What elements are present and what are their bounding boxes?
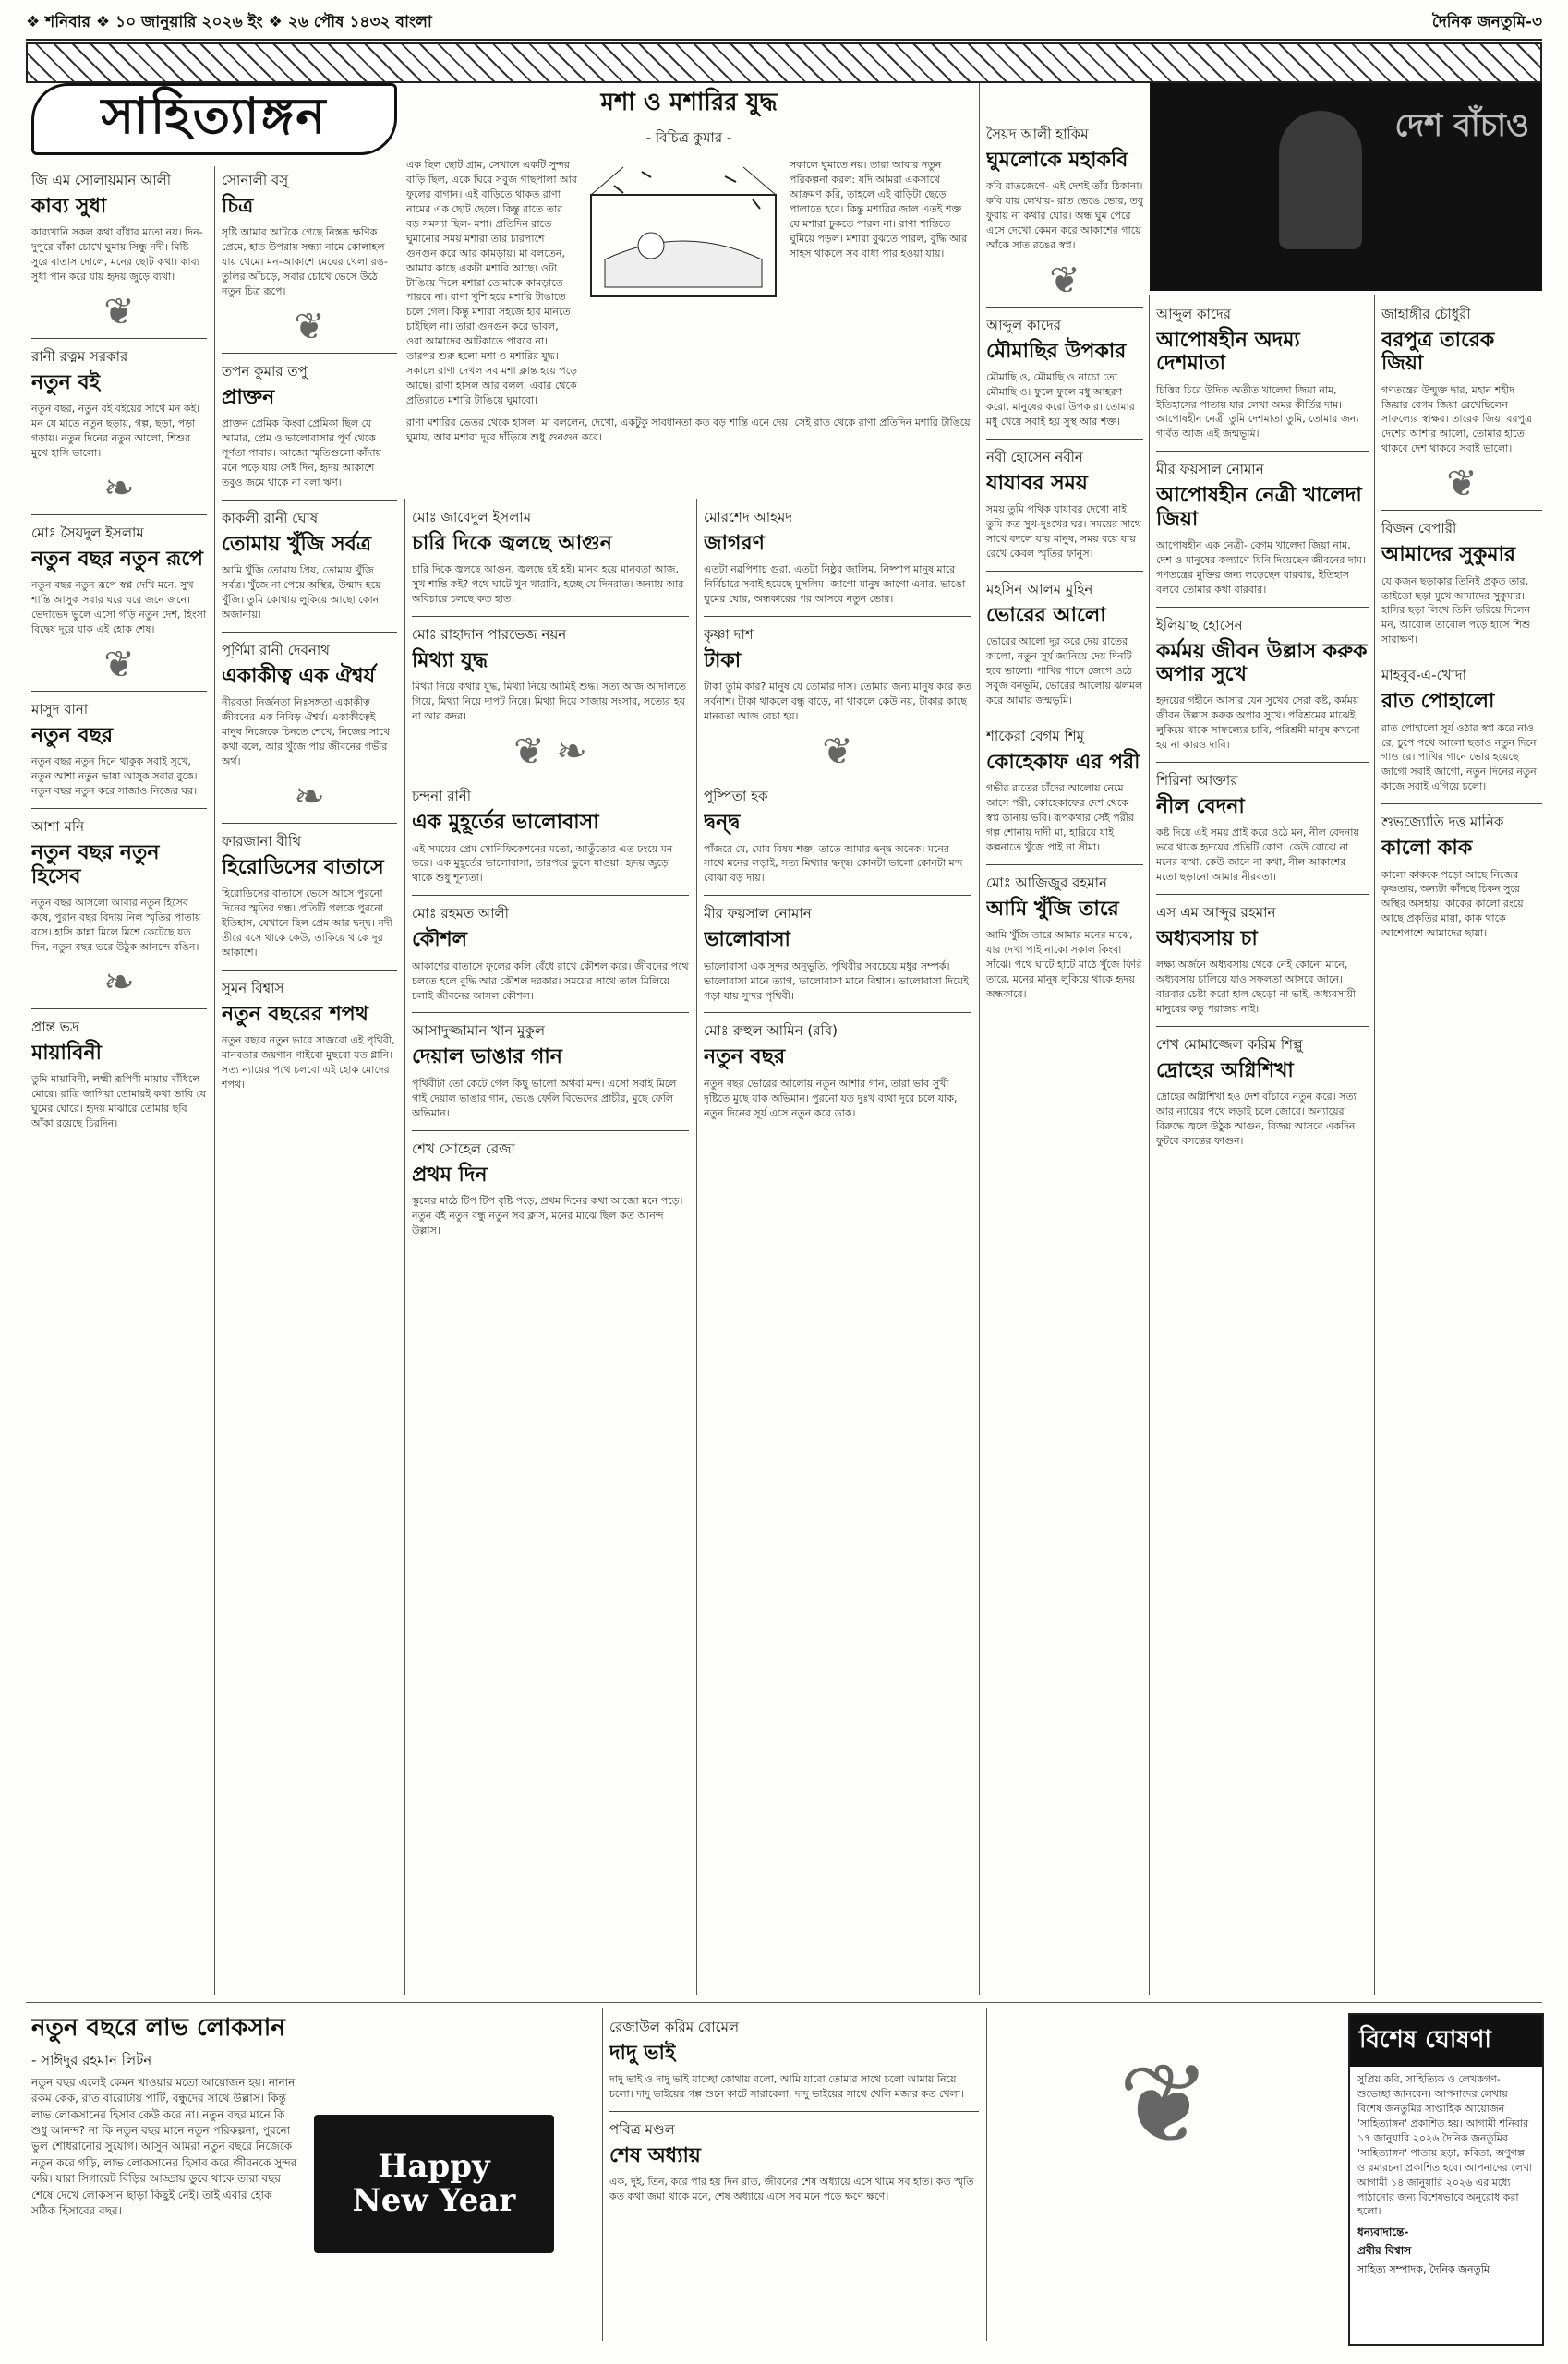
- article-title: কর্মময় জীবন উল্লাস করুক অপার সুখে: [1156, 639, 1368, 686]
- article-title: শেষ অধ্যায়: [609, 2144, 701, 2168]
- article-title: নতুন বছর: [31, 724, 114, 748]
- article-author: শেখ মোমাজ্জেল করিম শিল্পু: [1156, 1036, 1303, 1054]
- article: [1381, 665, 1542, 794]
- bottom-right-art: [994, 2013, 1335, 2346]
- article-author: সৈয়দ আলী হাকিম: [986, 126, 1089, 142]
- article-author: মীর ফয়সাল নোমান: [1156, 461, 1264, 478]
- article-body: দ্রোহের অগ্নিশিখা হও দেশ বাঁচাবে নতুন করে। সত্য আর ন্যায়ের পথে লড়াই চলে জোরে। অন্যায়ের বিরুদ্ধে জ্বলে উঠুক আগুন, বিজয় আসবে একদিন ফুটবে বসন্তের ফাগুন।: [1156, 1091, 1357, 1148]
- article: [1156, 1034, 1369, 1149]
- article: [986, 726, 1143, 855]
- article-title: তোমায় খুঁজি সর্বত্র: [222, 532, 372, 556]
- article-title: দ্বন্দ্ব: [704, 811, 741, 835]
- article-title: প্রাক্তন: [222, 385, 275, 409]
- lead-subtitle: - বিচিত্র কুমার -: [645, 129, 732, 146]
- article-author: মহসিন আলম মুহিন: [986, 581, 1093, 598]
- lead-body-more: রাণা মশারির ভেতর থেকে হাসল। মা বললেন, দেখো, একটুকু সাবধানতা কত বড় শান্তি এনে দেয়। সেই রাত থেকে রাণা প্রতিদিন মশারি টাঙিয়ে ঘুমায়, আর মশারা দূরে দাঁড়িয়ে শুধু গুনগুন করে।: [406, 416, 971, 443]
- article-author: এস এম আব্দুর রহমান: [1156, 904, 1276, 922]
- article-body: স্কুলের মাঠে টিপ টিপ বৃষ্টি পড়ে, প্রথম দিনের কথা আজো মনে পড়ে। নতুন বই নতুন বন্ধু নতুন সব ক্লাস, মনের মাঝে ছিল কত আনন্দ উল্লাস।: [412, 1194, 683, 1236]
- article-author: সুমন বিশ্বাস: [222, 979, 284, 996]
- notice-body: সুপ্রিয় কবি, সাহিত্যিক ও লেখকগণ- শুভেচ্ছা জানবেন। আপনাদের লেখায় বিশেষ জনতুমির সাপ্তাহিক আয়োজন 'সাহিত্যাঙ্গন' প্রকাশিত হয়। আগামী শনিবার ১৭ জানুয়ারি ২০২৬ দৈনিক জনতুমির 'সাহিত্যাঙ্গন' পাতায় ছড়া, কবিতা, অণুগল্প ও রম্যরচনা প্রকাশিত হবে। আপনাদের লেখা আগামী ১৪ জানুয়ারি ২০২৬ এর মধ্যে পাঠানোর জন্য বিশেষভাবে অনুরোধ করা হলো।: [1357, 2073, 1533, 2218]
- article-author: সোনালী বসু: [222, 172, 289, 188]
- article-author: নবী হোসেন নবীন: [986, 449, 1083, 466]
- article-title: কাব্য সুধা: [31, 195, 107, 218]
- article-body: দাদু ভাই ও দাদু ভাই যাচ্ছো কোথায় বলো, আমি যাবো তোমার সাথে চলো আমায় নিয়ে চলো। দাদু ভাইয়ের গল্প শুনে কাটে সারাবেলা, দাদু ভাইয়ের সাথে খেলি মজার কত খেলা।: [609, 2073, 964, 2101]
- article-author: পুষ্পিতা হক: [704, 788, 768, 805]
- column-5: [986, 120, 1143, 1995]
- article-title: মৌমাছির উপকার: [986, 339, 1127, 363]
- article-author: কৃষ্ণা দাশ: [704, 626, 754, 644]
- article-title: হিরোডিসের বাতাসে: [222, 856, 384, 879]
- notice-signer-role: সাহিত্য সম্পাদক, দৈনিক জনতুমি: [1357, 2263, 1490, 2276]
- article-title: আমি খুঁজি তারে: [986, 898, 1119, 922]
- article-body: কবি রাতজেগে- এই দেশই তাঁর ঠিকানা। কবি যায় লেখায়- রাত ভেঙে ভোর, তবু ফুরায় না কথার ঘোর। অন্ধ ঘুম পেরে এসে দেখো কেমন করে আকাশের গায়ে আঁকে সাত রঙের স্বপ্ন।: [986, 180, 1143, 252]
- article: [412, 1020, 689, 1120]
- article-author: পূর্ণিমা রানী দেবনাথ: [222, 642, 330, 659]
- article-body: মিথ্যা নিয়ে কথার যুদ্ধ, মিথ্যা নিয়ে আমিই শুদ্ধ। সত্য আজ আদালতে গিয়ে, মিথ্যা নিয়ে দাপট নিয়ে। মিথ্যা দিয়ে সাজায় সংসার, সত্যের হয় না আর কদর।: [412, 681, 687, 723]
- article-body: মৌমাছি ও, মৌমাছি ও নাচো তো মৌমাছি ও। ফুলে ফুলে মধু আহরণ করো, মানুষের করো উপকার। তোমার মধু খেয়ে সবাই হয় সুস্থ আর শক্ত।: [986, 371, 1135, 428]
- article-author: রানী রত্নম সরকার: [31, 348, 128, 366]
- notice-thanks: ধন্যবাদান্তে-: [1357, 2225, 1409, 2239]
- article-title: টাকা: [704, 649, 742, 673]
- article: [986, 873, 1143, 1002]
- article-body: ভালোবাসা এক সুন্দর অনুভূতি, পৃথিবীর সবচেয়ে মধুর সম্পর্ক। ভালোবাসা মানে ত্যাগ, ভালোবাসা মানে বিশ্বাস। ভালোবাসা দিয়েই গড়া যায় সুন্দর পৃথিবী।: [704, 959, 969, 1002]
- lead-body: এক ছিল ছোট গ্রাম, সেখানে একটি সুন্দর বাড়ি ছিল, একে ঘিরে সবুজ গাছপালা আর ফুলের বাগান। এই বাড়িতে থাকত রাণা নামের এক ছোট ছেলে। কিন্তু রাতে তার বড় সমস্যা ছিল- মশা। প্রতিদিন রাতে ঘুমানোর সময় মশারা তার চারপাশে গুনগুন করে আর কামড়ায়। মা বলতেন, আমার কাছে একটা মশারি আছে। ওটা টাঙিয়ে দিলে মশারা তোমাকে কামড়াতে পারবে না। রাণা খুশি হয়ে মশারি টাঙাতে চলে গেল। কিন্তু মশারা সহজে হার মানতে চাইছিল না। তারা গুনগুন করে ভাবল, ওরা আমাদের আটকাতে পারবে না। তারপর শুরু হলো মশা ও মশারির যুদ্ধ। সকালে রাণা দেখল সব মশা ক্লান্ত হয়ে পড়ে আছে। রাণা হাসল আর বলল, এবার থেকে প্রতিরাতে মশারি টাঙিয়ে ঘুমাবো।: [406, 159, 577, 406]
- column-3: [412, 503, 689, 1999]
- article: [609, 2017, 979, 2102]
- article: [222, 170, 397, 299]
- lead-body-cont: সকালে ঘুমাতে নয়। তারা আবার নতুন পরিকল্পনা করল: যদি আমরা একসাথে আক্রমণ করি, তাহলে এই বাড়িটা ছেড়ে পালাতে হবে। কিন্তু মশারির জাল এতই শক্ত যে মশারা ঢুকতে পারল না। রাণা শান্তিতে ঘুমিয়ে পড়ল। মশারা বুঝতে পারল, বুদ্ধি আর সাহস থাকলে সব বাধা পার হওয়া যায়।: [790, 159, 968, 259]
- article-title: জাগরণ: [704, 532, 765, 555]
- article-body: টাকা তুমি কার? মানুষ যে তোমার দাস। তোমার জন্য মানুষ করে কত সর্বনাশ। টাকা থাকলে বন্ধু বাড়ে, না থাকলে কেউ নয়, টাকার কাছে মানবতা আজ বেচা হয়।: [704, 681, 971, 723]
- article-author: প্রান্ত ভদ্র: [31, 1018, 79, 1035]
- article-author: আশা মনি: [31, 818, 85, 836]
- article-title: নতুন বছর: [704, 1045, 786, 1069]
- article-author: মাসুদ রানা: [31, 701, 89, 718]
- article-title: রাত পোহালো: [1381, 690, 1495, 714]
- article-body: চিত্তির চিরে উদিত অতীত খালেদা জিয়া নাম, ইতিহাসের পাতায় যার লেখা অমর কীর্তির দাম। আপোষহীন নেত্রী তুমি দেশমাতা তুমি, তোমার জন্য গর্বিত আজ এই জন্মভূমি।: [1156, 383, 1359, 440]
- article-title: মায়াবিনী: [31, 1041, 102, 1065]
- column-7: [1381, 300, 1542, 1995]
- floral-ornament: ❦: [294, 305, 325, 348]
- article-body: নতুন বছর আসলো আবার নতুন হিসেব কষে, পুরান বছর বিদায় নিল স্মৃতির পাতায় বসে। হাসি কান্না মিলে মিশে কেটেছে যত দিন, নতুন বছর ভরে উঠুক আনন্দে রঙিন।: [31, 896, 201, 953]
- article-body: চারি দিকে জ্বলছে আগুন, জ্বলছে হই হই। মানব হয়ে মানবতা আজ, সুখ শান্তি কই? পথে ঘাটে খুন খারাবি, হচ্ছে যে দিনরাত। অন্যায় আর অবিচারে চলছে কত হাত।: [412, 563, 684, 606]
- article-title: আমাদের সুকুমার: [1381, 543, 1516, 567]
- article: [1156, 770, 1369, 885]
- floral-ornament: ❦: [1446, 463, 1478, 506]
- article-body: হিরোডিসের বাতাসে ভেসে আসে পুরনো দিনের স্মৃতির গন্ধ। প্রতিটি পলকে পুরনো ইতিহাস, যেখানে ছিল প্রেম আর দ্বন্দ্ব। নদী তীরে বসে থাকে কেউ, তাকিয়ে থাকে দূর আকাশে।: [222, 887, 392, 959]
- column-4: [704, 503, 971, 1999]
- article-author: শিরিনা আক্তার: [1156, 772, 1238, 790]
- article-body: নীরবতা নির্জনতা নিঃসঙ্গতা একাকীত্ব জীবনের এক নিবিড় ঐশ্বর্য। একাকীত্বেই মানুষ নিজেকে চিনতে শেখে, নিজের সাথে কথা বলে, আর খুঁজে পায় জীবনের গভীর অর্থ।: [222, 696, 390, 768]
- article: [704, 786, 971, 886]
- article-author: চন্দনা রানী: [412, 788, 472, 805]
- article-title: নতুন বছর নতুন রূপে: [31, 548, 203, 572]
- bottom-body: নতুন বছর এলেই কেমন খাওয়ার মতো আয়োজন হয়। নানান রকম কেক, রাত বারোটায় পার্টি, বন্ধুদের সাথে উল্লাস। কিন্তু লাভ লোকসানের হিসাব কেউ করে না। নতুন বছর মানে কি শুধু আনন্দ? না কি নতুন বছর মানে নতুন পরিকল্পনা, পুরনো ভুল শোধরানোর সুযোগ। আসুন আমরা নতুন বছরে নিজেকে নতুন করে গড়ি, লাভ লোকসানের হিসাব করে জীবনকে সুন্দর করি। যারা সিগারেট বিড়ির আড্ডায় ডুবে থাকে তারা বছর শেষে দেখে লোকসান ছাড়া কিছুই নেই। তাই এবার হোক সঠিক হিসাবের বছর।: [31, 2075, 297, 2218]
- article-body: পাঁজরে যে, মোর বিষম শক্ত, তাতে আমার দ্বন্দ্ব অনেক। মনের সাথে মনের লড়াই, সত্য মিথ্যার দ্বন্দ্ব। কোনটা ভালো কোনটা মন্দ বোঝা বড় দায়।: [704, 842, 963, 885]
- article: [222, 831, 397, 960]
- article-author: জি এম সোলায়মান আলী: [31, 172, 172, 188]
- article-author: জাহাঙ্গীর চৌধুরী: [1381, 306, 1471, 322]
- article-body: সৃষ্টি আমার আটকে গেছে নিস্তব্ধ ক্ষণিক প্রেমে, হাত উপরায় সন্ধ্যা নামে কোলাহল যায় থেমে। মন-আকাশে মেঘের খেলা রঙ-তুলির আঁচড়ে, সবার চোখে ভেসে উঠে নতুন চিত্র রূপে।: [222, 226, 388, 298]
- article: [1156, 902, 1369, 1017]
- lead-title: মশা ও মশারির যুদ্ধ: [600, 89, 778, 116]
- floral-ornament: ❦: [103, 644, 135, 687]
- article: [222, 361, 397, 490]
- article-body: যে কজন ছড়াকার তিনিই প্রকৃত তার, তাইতো ছড়া মুখে আমাদের সুকুমার। হাসির ছড়া লিখে তিনি ভরিয়ে দিলেন মন, আবোল তাবোল পড়ে হাসে শিশু সারাক্ষণ।: [1381, 574, 1531, 646]
- article-body: কাব্যখানি সকল কথা বাঁধার মতো নয়। দিন-দুপুরে বাঁকা চোখে ঘুমায় সিন্ধু নদী। মিষ্টি সুরে বাতাস দোলে, মনের ছোট কথা। কাব্য সুধা পান করে যায় হৃদয় জুড়ে ব্যথা।: [31, 226, 203, 283]
- lead-story: [406, 83, 971, 489]
- article-body: এই সময়ের প্রেম সোনিফিকেশনের মতো, আতুঁতোর এত ঢংয়ে মন ভরে। এক মুহূর্তের ভালোবাসা, তারপরে ভুলে যাওয়া। হৃদয় জুড়ে থাকে শুধু শূন্যতা।: [412, 842, 673, 885]
- article-author: ইলিয়াছ হোসেন: [1156, 616, 1243, 633]
- article: [1381, 812, 1542, 941]
- article: [1156, 615, 1369, 753]
- article-body: গভীর রাতের চাঁদের আলোয় নেমে আসে পরী, কোহেকাফের দেশ থেকে স্বপ্ন ডানায় ভরি। রূপকথার সেই পরীর গল্প শোনায় দাদী মা, হারিয়ে যাই কল্পনাতে খুঁজে পাই না সীমা।: [986, 782, 1134, 854]
- article-author: পবিত্র মণ্ডল: [609, 2121, 675, 2139]
- article-author: বিজন বেপারী: [1381, 520, 1457, 537]
- article-title: মিথ্যা যুদ্ধ: [412, 649, 488, 673]
- bottom-author: - সাঈদুর রহমান লিটন: [31, 2051, 152, 2068]
- article-body: আমি খুঁজি তারে আমার মনের মাঝে, যার দেখা পাই নাকো সকাল কিংবা সাঁঝে। পথে ঘাটে হাটে মাঠে খুঁজে ফিরি তারে, মনের মানুষ লুকিয়ে থাকে হৃদয় অন্ধকারে।: [986, 929, 1142, 1001]
- article-author: মোঃ রহমত আলী: [412, 905, 509, 923]
- article: [704, 624, 971, 724]
- article-body: লক্ষ্য অর্জনে অধ্যবসায় থেকে নেই কোনো মানে, অধ্যবসায় চালিয়ে যাও সফলতা আসবে জানে। বারবার চেষ্টা করো হাল ছেড়ো না ভাই, অধ্যবসায়ী মানুষের কভু পরাজয় নাই।: [1156, 959, 1356, 1016]
- article-author: মোরশেদ আহমদ: [704, 509, 793, 525]
- article-author: মোঃ রাহাদান পারভেজ নয়ন: [412, 626, 567, 644]
- mosquito-bed-illustration: [586, 158, 780, 315]
- column-1: [31, 166, 207, 1995]
- photo-caption: দেশ বাঁচাও: [1394, 107, 1529, 144]
- article-author: মাহবুব-এ-খোদা: [1381, 667, 1467, 684]
- floral-ornament: ❦: [1117, 2041, 1212, 2169]
- article-title: নতুন বই: [31, 371, 101, 395]
- article: [31, 816, 207, 954]
- article: [986, 124, 1143, 253]
- article-body: গণতন্ত্রের উন্মুক্ত দ্বার, মহান শহীদ জিয়ার বেগম জিয়া রেখেছিলেন সাফল্যের স্বাক্ষর। তারেক জিয়া বরপুত্র দেশের আশার আলো, তোমার হাতে থাকবে দেশ থাকবে সবাই ভালো।: [1381, 383, 1533, 455]
- article: [412, 507, 689, 607]
- article-body: নতুন বছর ভোরের আলোয় নতুন আশার গান, তারা ভাব সুখী দৃষ্টিতে মুছে যাক অভিমান। পুরনো যত দুঃখ ব্যথা দূরে চলে যাক, নতুন দিনের সূর্য এসে নতুন করে ডাক।: [704, 1077, 958, 1119]
- article-title: ভালোবাসা: [704, 928, 790, 952]
- page-header: [26, 7, 1542, 41]
- article-body: আকাশের বাতাসে ফুলের কলি বেঁধে রাখে কৌশল করে। জীবনের পথে চলতে হলে বুদ্ধি আর কৌশল দরকার। সময়ের সাথে তাল মিলিয়ে চলাই জীবনের আসল কৌশল।: [412, 959, 689, 1002]
- bottom-middle: [609, 2013, 979, 2346]
- article-author: আসাদুজ্জামান খান মুকুল: [412, 1022, 546, 1040]
- article-author: আব্দুল কাদের: [986, 316, 1061, 333]
- special-notice: [1348, 2013, 1544, 2346]
- article-title: দেয়াল ভাঙার গান: [412, 1045, 562, 1069]
- article-author: শেখ সোহেল রেজা: [412, 1140, 515, 1157]
- article-author: মোঃ জাবেদুল ইসলাম: [412, 509, 532, 525]
- article-body: এতটা নৱপিশাচ গুরা, এতটা নিষ্ঠুর জালিম, নিষ্পাপ মানুষ মারে নির্বিচারে সবাই হয়েছে মুসলিম। জাগো মানুষ জাগো এবার, ভাঙো ঘুমের ঘোর, অন্ধকারের পর আসবে নতুন ভোর।: [704, 563, 966, 606]
- article-title: অধ্যবসায় চা: [1156, 927, 1258, 951]
- article: [986, 447, 1143, 561]
- issue-date: ❖ শনিবার ❖ ১০ জানুয়ারি ২০২৬ ইং ❖ ২৬ পৌষ ১৪৩২ বাংলা: [26, 13, 432, 31]
- article-author: রেজাউল করিম রোমেল: [609, 2019, 740, 2035]
- new-year-line-1: Happy: [378, 2147, 490, 2185]
- article-body: কালো কাককে পড়ো আছে নিজের কৃষ্ণতায়, অন্যটা কাঁদছে চিকন সুরে অস্থির অসহায়। কাকের কালো রংয়ে আছে প্রকৃতির মায়া, কাক থাকে আশেপাশে আমাদের ছায়া।: [1381, 868, 1524, 940]
- article-author: মোঃ আজিজুর রহমান: [986, 874, 1107, 892]
- floral-ornament: ❦: [1049, 259, 1080, 302]
- article-title: নতুন বছরের শপথ: [222, 1002, 368, 1026]
- floral-ornament: ❦ ❧: [513, 730, 587, 774]
- column-2: [222, 166, 397, 1995]
- article-title: বরপুত্র তারেক জিয়া: [1381, 329, 1495, 376]
- article-title: ঘুমলোকে মহাকবি: [986, 149, 1128, 172]
- article-body: পৃথিবীটা তো কেটে গেল কিছু ভালো অথবা মন্দ। এসো সবাই মিলে গাই দেয়াল ভাঙার গান, ভেঙে ফেলি বিভেদের প্রাচীর, মুছে ফেলি অভিমান।: [412, 1077, 677, 1119]
- notice-signer: প্রবীর বিশ্বাস: [1357, 2244, 1412, 2258]
- person-silhouette: [1279, 111, 1362, 249]
- article-title: দাদু ভাই: [609, 2042, 676, 2065]
- article: [222, 508, 397, 622]
- article-author: মীর ফয়সাল নোমান: [704, 905, 812, 923]
- article-body: নতুন বছর নতুন দিনে থাকুক সবাই সুখে, নতুন আশা নতুন ভাষা আসুক সবার বুকে। নতুন বছর নতুন করে সাজাও নিজের ঘর।: [31, 755, 198, 798]
- floral-ornament: ❧: [103, 467, 135, 511]
- article-author: ফারজানা বীথি: [222, 833, 302, 850]
- article-title: চারি দিকে জ্বলছে আগুন: [412, 532, 612, 555]
- article-author: মোঃ সৈয়দুল ইসলাম: [31, 525, 144, 542]
- article-title: নীল বেদনা: [1156, 795, 1245, 819]
- article-body: নতুন বছর নতুন রূপে স্বপ্ন দেখি মনে, সুখ শান্তি আসুক সবার ঘরে ঘরে জনে জনে। ভেদাভেদ ভুলে এসো গড়ি নতুন দেশ, হিংসা বিদ্বেষ দূরে যাক এই হোক শেষ।: [31, 579, 207, 636]
- article: [1381, 518, 1542, 647]
- section-masthead: সাহিত্যাঙ্গন: [31, 83, 397, 155]
- article: [31, 523, 207, 637]
- article-title: আপোষহীন নেত্রী খালেদা জিয়া: [1156, 484, 1362, 531]
- bottom-title: নতুন বছরে লাভ লোকসান: [31, 2014, 285, 2042]
- article: [986, 315, 1143, 429]
- new-year-line-2: New Year: [352, 2182, 516, 2219]
- article: [1381, 304, 1542, 456]
- article: [704, 1020, 971, 1120]
- article-body: এক, দুই, তিন, করে পার হয় দিন রাত, জীবনের শেষ অধ্যায়ে এসে থামে সব হাত। কত স্মৃতি কত কথা জমা থাকে মনে, শেষ অধ্যায়ে এসে সব মনে পড়ে ক্ষণে ক্ষণে।: [609, 2176, 974, 2203]
- article-title: নতুন বছর নতুন হিসেব: [31, 841, 160, 888]
- article-author: শুভজ্যোতি দত্ত মানিক: [1381, 814, 1504, 831]
- article-title: এক মুহূর্তের ভালোবাসা: [412, 811, 599, 835]
- article-body: আমি খুঁজি তোমায় প্রিয়, তোমায় খুঁজি সর্বত্র। খুঁজে না পেয়ে অস্থির, উন্মাদ হয়ে খুঁজি। তুমি কোথায় লুকিয়ে আছো কোন অজানায়।: [222, 564, 381, 621]
- article: [31, 699, 207, 799]
- article-body: তুমি মায়াবিনী, লক্ষ্মী রূপিণী মায়ায় বাঁধিলে মোরে। রাত্রি জাগিয়া তোমারই কথা ভাবি যে ঘুমের ঘোরে। হৃদয় মাঝারে তোমার ছবি আঁকা রয়েছে চিরদিন।: [31, 1072, 207, 1129]
- floral-ornament: ❦: [103, 291, 135, 334]
- article: [1156, 459, 1369, 597]
- article-body: নতুন বছর, নতুন বই বইয়ের সাথে মন কই। মন যে মাতে নতুন ছড়ায়, গল্প, ছড়া, পড়া গড়ায়। নতুন দিনের নতুন আলো, শিশুর মুখে হাসি ভালো।: [31, 403, 200, 460]
- article: [609, 2119, 979, 2204]
- article-title: চিত্র: [222, 195, 254, 218]
- article: [222, 978, 397, 1092]
- article-title: দ্রোহের অগ্নিশিখা: [1156, 1059, 1294, 1083]
- article: [704, 507, 971, 607]
- article-body: ভোরের আলো দূর করে দেয় রাতের কালো, নতুন সূর্য জানিয়ে দেয় দিনটি হবে ভালো। পাখির গানে জেগে ওঠে সবুজ বনভূমি, ভোরের আলোয় ঝলমল করে আমার জন্মভূমি।: [986, 635, 1143, 707]
- article-title: কৌশল: [412, 928, 468, 952]
- article-body: প্রাক্তন প্রেমিক কিংবা প্রেমিকা ছিল যে আমার, প্রেম ও ভালোবাসার পূর্ণ থেকে পূর্ণতা পাবার। আজো স্মৃতিগুলো কাঁদায় মনে পড়ে যায় সেই দিন, হৃদয় আকাশে তবুও জমে থাকে না বলা ঋণ।: [222, 417, 382, 489]
- article-body: রাত পোহালো সূর্য ওঠার স্বপ্ন করে নাও রে, চুপে পথে আলো ছড়াও নতুন দিনে গাও রে। পাখির গানে ভোর হয়েছে জাগো সবাই জাগো, নতুন দিনের নতুন কাজে সবাই এগিয়ে চলো।: [1381, 721, 1537, 793]
- article: [31, 346, 207, 461]
- article: [1156, 304, 1369, 441]
- column-6: [1156, 300, 1369, 1995]
- article: [31, 170, 207, 284]
- leader-photo: [1150, 83, 1542, 291]
- article-author: শাকেরা বেগম শিমু: [986, 728, 1084, 745]
- article: [412, 903, 689, 1003]
- floral-ornament: ❧: [294, 776, 325, 818]
- article: [412, 1139, 689, 1238]
- new-year-image: [314, 2115, 554, 2253]
- article-title: আপোষহীন অদম্য দেশমাতা: [1156, 329, 1300, 376]
- article: [704, 903, 971, 1003]
- article-author: তপন কুমার তপু: [222, 362, 308, 380]
- article-title: কোহেকাফ এর পরী: [986, 751, 1140, 775]
- article: [986, 579, 1143, 708]
- floral-ornament: ❦: [822, 730, 853, 774]
- article: [222, 640, 397, 769]
- article-author: কাকলী রানী ঘোষ: [222, 509, 319, 526]
- article-author: মোঃ রুহুল আমিন (রবি): [704, 1022, 838, 1040]
- notice-title: বিশেষ ঘোষণা: [1350, 2015, 1542, 2067]
- article-body: কষ্ট দিয়ে এই সময় প্রাই করে ওঠে মন, নীল বেদনায় ভরে থাকে হৃদয়ের প্রতিটি কোণ। কেউ বোঝে না মনের ব্যথা, কেউ জানে না কথা, নীল আকাশের মতো ছড়ানো আমার নীরবতা।: [1156, 826, 1359, 884]
- article-body: সময় তুমি পথিক যাযাবর দেখো নাই তুমি কত সুখ-দুঃখের ঘর। সময়ের সাথে সাথে বদলে যায় মানুষ, সময় বয়ে যায় রেখে কেবল স্মৃতির ফানুস।: [986, 503, 1141, 561]
- article-body: হৃদয়ের গহীনে আসার যেন সুখের সেরা কষ্ট, কর্মময় জীবন উল্লাস করুক অপার সুখে। পরিশ্রমের মাঝেই লুকিয়ে থাকে সাফল্যের চাবি, পরিশ্রমী মানুষ কখনো হয় না কারও দাবি।: [1156, 694, 1360, 752]
- article-title: প্রথম দিন: [412, 1163, 488, 1187]
- article: [412, 624, 689, 724]
- article: [412, 786, 689, 886]
- article: [31, 1017, 207, 1131]
- floral-ornament: ❧: [103, 960, 135, 1004]
- article-body: আপোষহীন এক নেত্রী- বেগম খালেদা জিয়া নাম, দেশ ও মানুষের কল্যাণে যিনি দিয়েছেন জীবনের দাম। গণতন্ত্রের মুক্তির জন্য লড়েছেন বারবার, ইতিহাস বলবে তোমার কথা বারবার।: [1156, 538, 1366, 596]
- article-title: একাকীত্ব এক ঐশ্বর্য: [222, 665, 376, 689]
- article-title: যাযাবর সময়: [986, 472, 1088, 496]
- article-title: ভোরের আলো: [986, 604, 1106, 628]
- article-author: আব্দুল কাদের: [1156, 306, 1231, 322]
- article-body: নতুন বছরে নতুন ভাবে সাজবো এই পৃথিবী, মানবতার জয়গান গাইবো মুছবো যত গ্লানি। সত্য ন্যায়ের পথে চলবো এই হোক মোদের শপথ।: [222, 1034, 395, 1092]
- paper-name: দৈনিক জনতুমি-৩: [1431, 13, 1542, 31]
- article-title: কালো কাক: [1381, 837, 1473, 861]
